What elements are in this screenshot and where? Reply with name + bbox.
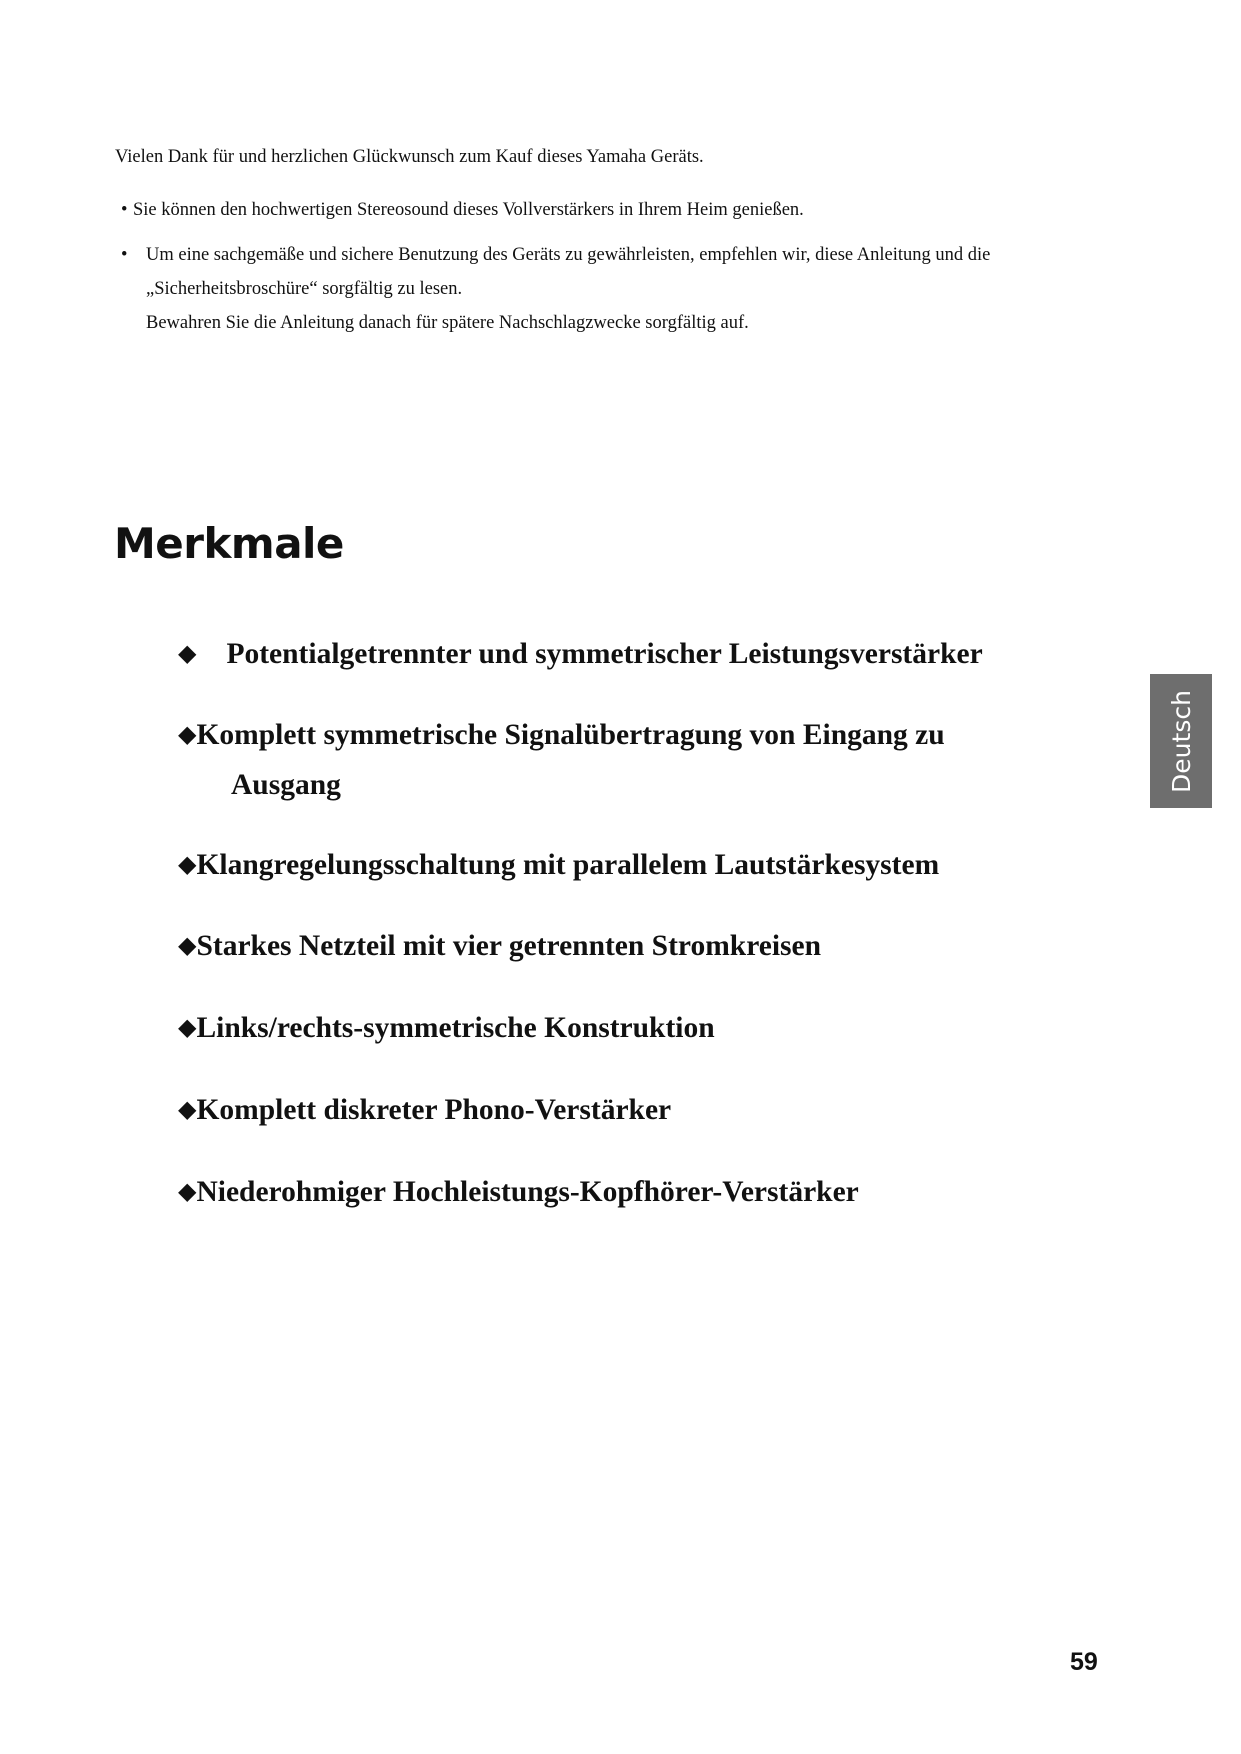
diamond-icon: ◆: [178, 1097, 197, 1123]
feature-item: [178, 1090, 671, 1130]
feature-text-continuation: Ausgang: [231, 769, 341, 801]
feature-item: [178, 715, 945, 805]
diamond-icon: ◆: [178, 1179, 197, 1205]
feature-text: Komplett diskreter Phono-Verstärker: [196, 1094, 672, 1126]
intro-bullet-1: Sie können den hochwertigen Stereosound dieses Vollverstärkers in Ihrem Heim genießen.: [133, 200, 804, 220]
feature-text: Potentialgetrennter und symmetrischer Leistungsverstärker: [226, 638, 983, 670]
intro-bullet-2-line-1: Um eine sachgemäße und sichere Benutzung des Geräts zu gewährleisten, empfehlen wir, diese Anleitung und die: [146, 245, 991, 265]
intro-bullet-2-line-3: Bewahren Sie die Anleitung danach für spätere Nachschlagzwecke sorgfältig auf.: [146, 313, 749, 333]
feature-item: [178, 1008, 715, 1048]
diamond-icon: ◆: [178, 933, 197, 959]
diamond-icon: ◆: [178, 1015, 197, 1041]
feature-text: Klangregelungsschaltung mit parallelem Lautstärkesystem: [196, 849, 940, 881]
diamond-icon: ◆: [178, 641, 197, 667]
feature-item: [178, 926, 821, 966]
feature-text: Links/rechts-symmetrische Konstruktion: [196, 1012, 715, 1044]
page-number: 59: [1070, 1648, 1098, 1676]
feature-item: [178, 1172, 859, 1212]
feature-text: Komplett symmetrische Signalübertragung von Eingang zu: [196, 719, 945, 751]
bullet-dot: •: [121, 200, 128, 220]
language-tab: [1150, 674, 1212, 808]
section-title: Merkmale: [114, 519, 344, 568]
bullet-dot: •: [121, 245, 128, 265]
feature-text: Starkes Netzteil mit vier getrennten Stromkreisen: [196, 930, 822, 962]
diamond-icon: ◆: [178, 722, 197, 748]
feature-item: [178, 845, 939, 885]
language-tab-label: Deutsch: [1166, 689, 1196, 793]
diamond-icon: ◆: [178, 852, 197, 878]
feature-text: Niederohmiger Hochleistungs-Kopfhörer-Verstärker: [196, 1176, 859, 1208]
intro-thanks: Vielen Dank für und herzlichen Glückwunsch zum Kauf dieses Yamaha Geräts.: [115, 147, 704, 167]
intro-bullet-2-line-2: „Sicherheitsbroschüre“ sorgfältig zu lesen.: [146, 279, 463, 299]
feature-item: [178, 634, 983, 674]
